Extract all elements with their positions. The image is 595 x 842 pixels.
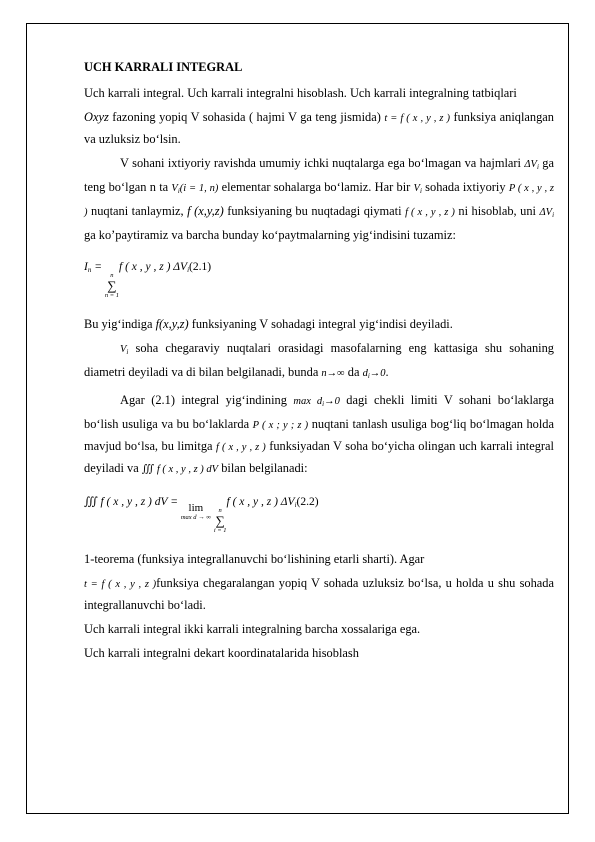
function-value-2: f ( x , y , z ) xyxy=(216,442,266,453)
index-range: (i = 1, n) xyxy=(179,183,219,194)
section-line: Uch karrali integralni dekart koordinatalarida hisoblash xyxy=(84,646,359,660)
formula-tag: (2.1) xyxy=(189,261,212,273)
paragraph-1: Oxyz fazoning yopiq V sohasida ( hajmi V ga teng jismida) t = f ( x , y , z ) funksiya aniqlangan va uzluksiz bo‘lsin. xyxy=(84,110,554,146)
function-name: f (x,y,z) xyxy=(187,204,224,218)
subregion-symbol: $V_i$ xyxy=(171,183,180,195)
paragraph-4: $V_i$ soha chegaraviy nuqtalari orasidagi masofalarning eng kattasiga shu sohaning diametri deyiladi va di bilan belgilanadi, bunda n→∞ da $d_i\to 0$. xyxy=(84,341,554,380)
max-diameter: $\max d_i\to 0$ xyxy=(293,396,340,408)
intro-line: Uch karrali integral. Uch karrali integralni hisoblash. Uch karrali integralning tatbiqlari xyxy=(84,86,517,100)
volume-element: $\Delta V_i$ xyxy=(524,159,539,171)
function-value: f ( x , y , z ) xyxy=(405,207,455,218)
subregion-symbol-2: $V_i$ xyxy=(413,183,422,195)
formula-2-1: $I_n$ = n ∑ n = 1 f ( x , y , z ) $\Delta V_i(2.1)$ xyxy=(84,261,212,299)
limit-symbol: lim max d → ∞ xyxy=(180,502,211,521)
volume-element-2: $\Delta V_i$ xyxy=(539,207,555,219)
function-name-2: f(x,y,z) xyxy=(155,317,189,331)
point-expression-2: P ( x ; y ; z ) xyxy=(252,420,309,431)
function-expression-2: t = f ( x , y , z ) xyxy=(84,579,157,590)
paragraph-2: V sohani ixtiyoriy ravishda umumiy ichki nuqtalarga ega bo‘lmagan va hajmlari $\Delta V_i$ ga teng bo‘lgan n ta $V_i(i = 1$, n) elementar sohalarga bo‘lamiz. Har bir $V_i$ sohada ixtiyoriy P ( x , y , z ) nuqtani tanlaymiz, f (x,y,z) funksiyaning bu nuqtadagi qiymati f ( x , y , z ) ni hisoblab, uni $\Delta V_i$ ga ko’paytiramiz va barcha bunday ko‘paytmalarning yig‘indisini tuzamiz: xyxy=(84,156,555,242)
formula-2-2: ∭ f ( x , y , z ) dV = lim max d → ∞ n ∑ i = 1 f ( x , y , z ) $\Delta V_i(2.2)$ xyxy=(84,496,319,534)
paragraph-5: Agar (2.1) integral yig‘indining $\max d_i\to 0$ dagi chekli limiti V sohani bo‘laklarga bo‘lish usuliga va bu bo‘laklarda P ( x ; y ; z ) nuqtani tanlash usuliga bog‘liq bo‘lmagan holda mavjud bo‘lsa, bu limitga f ( x , y , z ) funksiyadan V soha bo‘yicha olingan uch karrali integral deyiladi va ∭ f ( x , y , z ) dV bilan belgilanadi: xyxy=(84,393,555,475)
paragraph-3: Bu yig‘indiga f(x,y,z) funksiyaning V sohadagi integral yig‘indisi deyiladi. xyxy=(84,317,453,331)
triple-integral-inline: ∭ f ( x , y , z ) dV xyxy=(141,464,219,475)
point-expression: P ( x , y , z ) xyxy=(84,183,554,218)
document-body xyxy=(84,57,554,667)
formula-tag-2: (2.2) xyxy=(296,496,319,508)
function-expression: t = f ( x , y , z ) xyxy=(384,113,450,124)
space-name: Oxyz xyxy=(84,110,109,124)
property-line: Uch karrali integral ikki karrali integralning barcha xossalariga ega. xyxy=(84,622,421,636)
theorem-heading: 1-teorema (funksiya integrallanuvchi bo‘lishining etarli sharti). Agar xyxy=(84,552,425,566)
diameter-to-zero: $d_i\to 0$ xyxy=(362,368,386,380)
paragraph-6: t = f ( x , y , z )funksiya chegaralangan yopiq V sohada uzluksiz bo‘lsa, u holda u shu sohada integrallanuvchi bo‘ladi. xyxy=(84,576,554,612)
sum-symbol-2: n ∑ i = 1 xyxy=(213,507,227,534)
subregion-symbol-3: $V_i$ xyxy=(120,344,129,356)
sum-symbol: n ∑ n = 1 xyxy=(104,272,119,299)
document-title: UCH KARRALI INTEGRAL xyxy=(84,60,243,74)
n-to-infinity: n→∞ xyxy=(321,368,345,379)
